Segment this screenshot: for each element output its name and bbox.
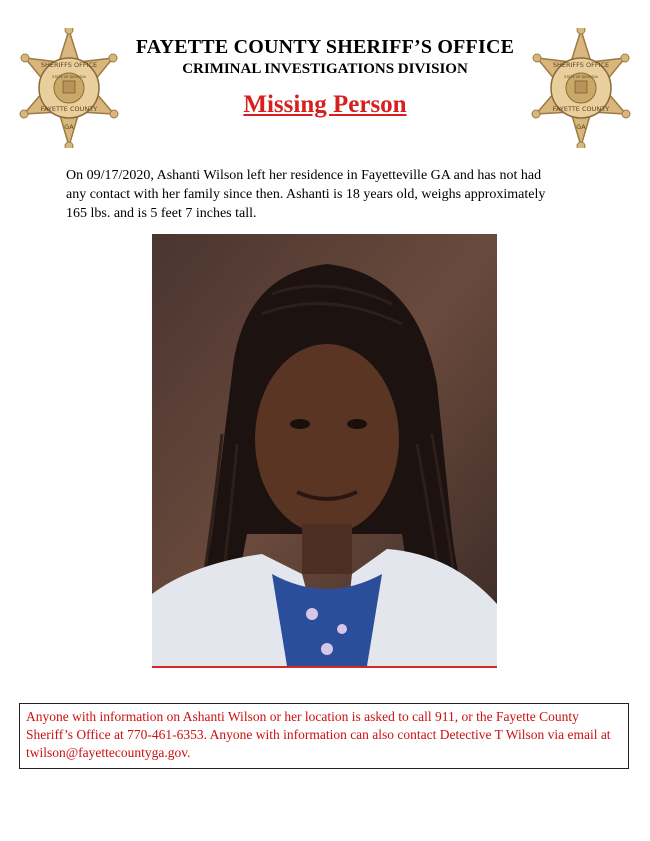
badge-top-text: SHERIFFS OFFICE xyxy=(40,61,98,69)
badge-bottom-text: FAYETTE COUNTY xyxy=(552,105,610,113)
agency-title: FAYETTE COUNTY SHERIFF’S OFFICE xyxy=(135,36,515,58)
contact-notice: Anyone with information on Ashanti Wilson or her location is asked to call 911, or the Fayette County Sheriff’s Office at 770-461-6353. Anyone with information can also contact Detective T Wilson via email at twilson@fayettecountyga.gov. xyxy=(19,703,629,769)
badge-center-text: STATE OF GEORGIA xyxy=(52,75,86,79)
missing-person-heading: Missing Person xyxy=(243,91,407,118)
star-badge-icon xyxy=(16,28,122,148)
division-title: CRIMINAL INVESTIGATIONS DIVISION xyxy=(182,61,468,77)
badge-top-text: SHERIFFS OFFICE xyxy=(552,61,610,69)
page-header xyxy=(120,36,530,119)
person-photo xyxy=(152,234,497,668)
sheriff-badge-left xyxy=(16,28,122,148)
sheriff-badge-right xyxy=(528,28,634,148)
badge-state-text: GA xyxy=(576,123,586,131)
portrait-image xyxy=(152,234,497,666)
badge-center-text: STATE OF GEORGIA xyxy=(564,75,598,79)
case-description: On 09/17/2020, Ashanti Wilson left her residence in Fayetteville GA and has not had any contact with her family since then. Ashanti is 18 years old, weighs approximately 165 lbs. and is 5 feet 7 inches tall. xyxy=(66,168,546,221)
star-badge-icon xyxy=(528,28,634,148)
badge-bottom-text: FAYETTE COUNTY xyxy=(40,105,98,113)
badge-state-text: GA xyxy=(64,123,74,131)
